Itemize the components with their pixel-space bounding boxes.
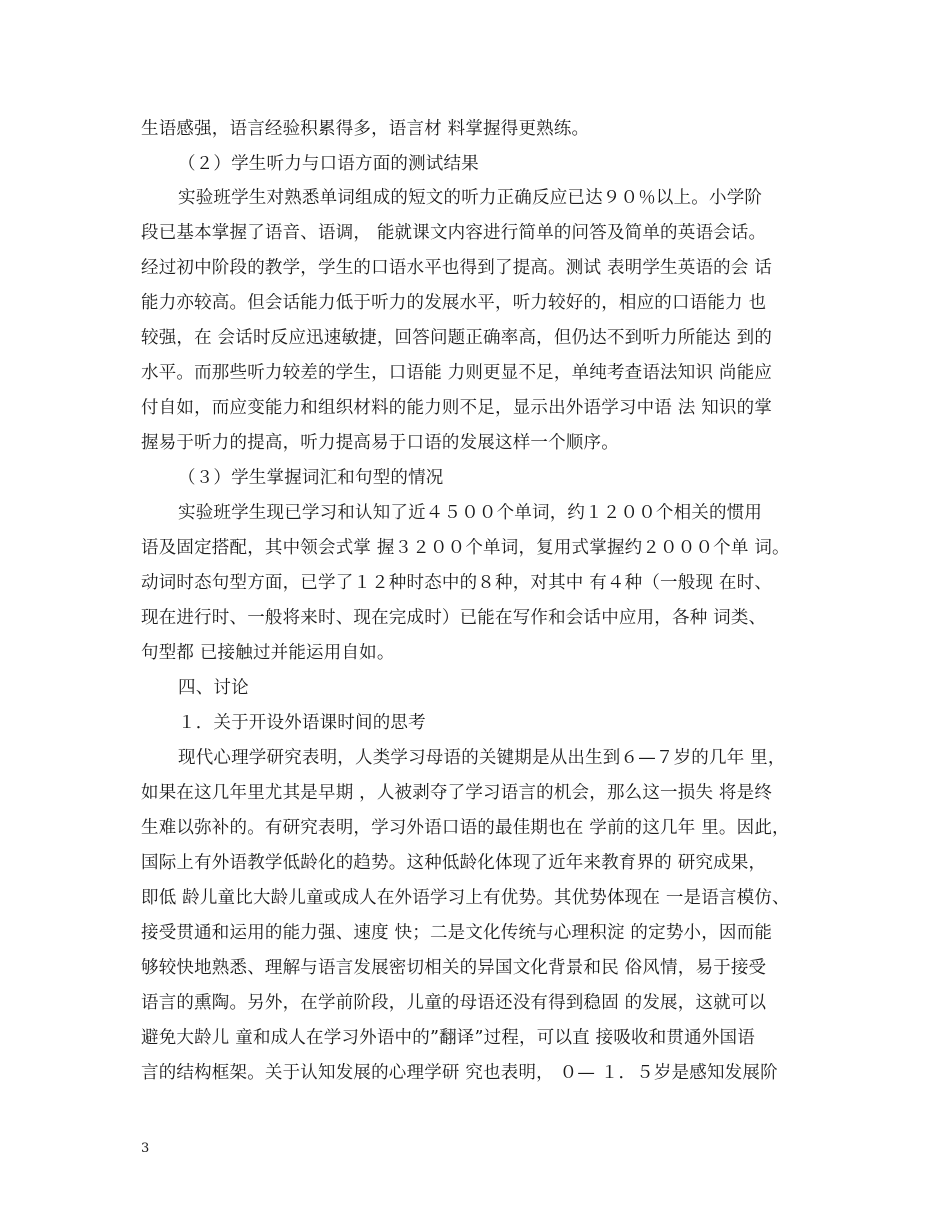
text-line: 握易于听力的提高，听力提高易于口语的发展这样一个顺序。 [141,433,619,453]
section-heading: （２）学生听力与口语方面的测试结果 [178,154,479,174]
section-heading: （３）学生掌握词汇和句型的情况 [178,468,444,488]
text-line: 语及固定搭配，其中领会式掌 握３２００个单词，复用式掌握约２０００个单 词。 [141,538,790,558]
page-number: 3 [141,1141,150,1156]
text-line: 实验班学生现已学习和认知了近４５００个单词，约１２００个相关的惯用 [178,503,763,523]
text-line: 水平。而那些听力较差的学生，口语能 力则更显不足，单纯考查语法知识 尚能应 [141,363,773,383]
text-line: 能力亦较高。但会话能力低于听力的发展水平，听力较好的，相应的口语能力 也 [141,293,767,313]
text-line: 段已基本掌握了语音、语调， 能就课文内容进行简单的问答及简单的英语会话。 [141,223,767,243]
text-line: 动词时态句型方面，已学了１２种时态中的８种，对其中 有４种（一般现 在时、 [141,573,773,593]
text-line: 现代心理学研究表明，人类学习母语的关键期是从出生到６—７岁的几年 里， [178,748,786,768]
text-line: 付自如，而应变能力和组织材料的能力则不足，显示出外语学习中语 法 知识的掌 [141,398,773,418]
text-line: 实验班学生对熟悉单词组成的短文的听力正确反应已达９０％以上。小学阶 [178,188,763,208]
text-line: 现在进行时、一般将来时、现在完成时）已能在写作和会话中应用，各种 词类、 [141,608,767,628]
text-line: 即低 龄儿童比大龄儿童或成人在外语学习上有优势。其优势体现在 一是语言模仿、 [141,888,790,908]
text-line: 生语感强，语言经验积累得多，语言材 料掌握得更熟练。 [141,119,590,139]
text-line: 避免大龄儿 童和成人在学习外语中的”翻译”过程，可以直 接吸收和贯通外国语 [141,1028,755,1048]
text-line: 言的结构框架。关于认知发展的心理学研 究也表明， ０— １．５岁是感知发展阶 [141,1063,778,1083]
text-line: 国际上有外语教学低龄化的趋势。这种低龄化体现了近年来教育界的 研究成果， [141,853,767,873]
text-line: 句型都 已接触过并能运用自如。 [141,643,395,663]
text-line: 够较快地熟悉、理解与语言发展密切相关的异国文化背景和民 俗风情，易于接受 [141,958,767,978]
section-heading: 四、讨论 [178,678,249,698]
text-line: 经过初中阶段的教学，学生的口语水平也得到了提高。测试 表明学生英语的会 话 [141,258,773,278]
text-line: 接受贯通和运用的能力强、速度 快；二是文化传统与心理积淀 的定势小，因而能 [141,923,773,943]
subsection-heading: １．关于开设外语课时间的思考 [178,713,426,733]
text-line: 较强，在 会话时反应迅速敏捷，回答问题正确率高，但仍达不到听力所能达 到的 [141,328,773,348]
text-line: 生难以弥补的。有研究表明，学习外语口语的最佳期也在 学前的这几年 里。因此， [141,818,790,838]
text-line: 如果在这几年里尤其是早期 ，人被剥夺了学习语言的机会，那么这一损失 将是终 [141,783,773,803]
text-line: 语言的熏陶。另外，在学前阶段，儿童的母语还没有得到稳固 的发展，这就可以 [141,993,767,1013]
